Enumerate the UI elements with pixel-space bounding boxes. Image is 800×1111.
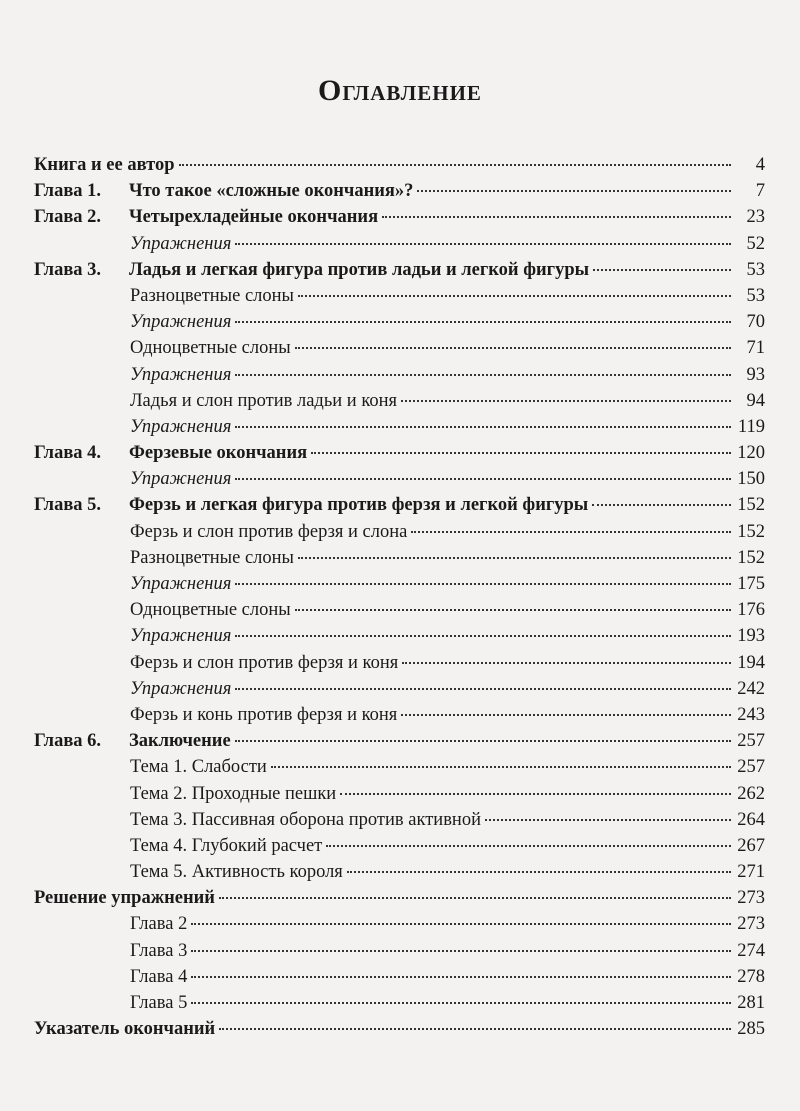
chapter-number: Глава 3. bbox=[34, 259, 102, 280]
page-number: 119 bbox=[737, 416, 765, 437]
toc-entry-label: Ферзевые окончания bbox=[129, 443, 308, 464]
page-number: 152 bbox=[737, 521, 765, 542]
chapter-number: Глава 1. bbox=[34, 181, 102, 202]
page-number: 23 bbox=[746, 207, 765, 228]
dot-leader bbox=[191, 923, 731, 925]
chapter-number: Глава 6. bbox=[34, 731, 102, 752]
page-number: 274 bbox=[737, 940, 765, 961]
toc-entry bbox=[34, 597, 765, 623]
page-number: 262 bbox=[737, 783, 765, 804]
dot-leader bbox=[271, 766, 731, 768]
dot-leader bbox=[417, 190, 731, 192]
page-number: 285 bbox=[737, 1019, 765, 1040]
chapter-number: Глава 5. bbox=[34, 495, 102, 516]
page-number: 53 bbox=[746, 285, 765, 306]
dot-leader bbox=[295, 347, 731, 349]
toc-entry-label: Упражнения bbox=[130, 574, 232, 594]
page-number: 7 bbox=[755, 181, 765, 202]
toc-entry-label: Глава 2 bbox=[130, 914, 188, 935]
toc-entry-title bbox=[34, 335, 291, 361]
toc-entry bbox=[34, 545, 765, 571]
toc-entry bbox=[34, 754, 765, 780]
toc-entry-title bbox=[34, 676, 231, 702]
toc-entry-title bbox=[34, 650, 398, 676]
dot-leader bbox=[235, 374, 731, 376]
dot-leader bbox=[191, 1002, 731, 1004]
dot-leader bbox=[219, 1028, 731, 1030]
dot-leader bbox=[235, 321, 731, 323]
page-number: 273 bbox=[737, 914, 765, 935]
toc-entry bbox=[34, 283, 765, 309]
toc-entry bbox=[34, 650, 765, 676]
toc-entry bbox=[34, 911, 765, 937]
toc-entry-label: Решение упражнений bbox=[34, 888, 215, 909]
page-number: 70 bbox=[746, 312, 765, 333]
toc-entry-label: Упражнения bbox=[130, 312, 232, 333]
toc-entry-label: Ферзь и конь против ферзя и коня bbox=[130, 704, 398, 725]
toc-entry bbox=[34, 859, 765, 885]
toc-entry-label: Упражнения bbox=[130, 364, 232, 385]
dot-leader bbox=[191, 976, 731, 978]
toc-entry bbox=[34, 676, 765, 702]
toc-entry-title bbox=[34, 440, 307, 466]
chapter-number: Глава 2. bbox=[34, 207, 102, 228]
toc-entry bbox=[34, 807, 765, 833]
page-number: 267 bbox=[737, 835, 765, 856]
toc-entry bbox=[34, 440, 765, 466]
toc-entry-title bbox=[34, 545, 294, 571]
toc-entry bbox=[34, 492, 765, 518]
toc-entry bbox=[34, 728, 765, 754]
toc-entry-label: Упражнения bbox=[130, 678, 232, 699]
toc-entry bbox=[34, 571, 765, 597]
page-number: 53 bbox=[746, 259, 765, 280]
page-number: 176 bbox=[737, 600, 765, 621]
toc-entry-title bbox=[34, 990, 187, 1016]
toc-entry-label: Четырехладейные окончания bbox=[129, 207, 379, 228]
toc-entry-title bbox=[34, 492, 588, 518]
page-number: 93 bbox=[746, 364, 765, 385]
toc-entry bbox=[34, 362, 765, 388]
dot-leader bbox=[593, 269, 731, 271]
page-number: 152 bbox=[737, 495, 765, 516]
toc-entry-label: Одноцветные слоны bbox=[130, 338, 291, 359]
dot-leader bbox=[235, 243, 731, 245]
dot-leader bbox=[382, 216, 731, 218]
toc-entry bbox=[34, 231, 765, 257]
toc-entry-label: Упражнения bbox=[130, 416, 232, 437]
toc-entry bbox=[34, 466, 765, 492]
toc-entry-title bbox=[34, 597, 291, 623]
toc-entry-title bbox=[34, 283, 294, 309]
toc-entry-label: Указатель окончаний bbox=[34, 1019, 216, 1040]
toc-entry-label: Книга и ее автор bbox=[34, 155, 175, 175]
dot-leader bbox=[402, 662, 731, 664]
page-number: 257 bbox=[737, 757, 765, 778]
dot-leader bbox=[191, 950, 731, 952]
dot-leader bbox=[311, 452, 731, 454]
dot-leader bbox=[411, 531, 731, 533]
toc-entry-title bbox=[34, 204, 378, 230]
toc-entry-label: Разноцветные слоны bbox=[130, 285, 294, 306]
toc-entry bbox=[34, 178, 765, 204]
dot-leader bbox=[401, 400, 731, 402]
dot-leader bbox=[485, 819, 731, 821]
toc-entry bbox=[34, 414, 765, 440]
page-number: 273 bbox=[737, 888, 765, 909]
dot-leader bbox=[179, 164, 731, 166]
page-number: 271 bbox=[737, 862, 765, 883]
toc-entry-label: Ладья и легкая фигура против ладьи и легкой фигуры bbox=[129, 259, 590, 280]
toc-entry-label: Разноцветные слоны bbox=[130, 547, 294, 568]
toc-entry-label: Что такое «сложные окончания»? bbox=[129, 181, 414, 202]
toc-entry-label: Одноцветные слоны bbox=[130, 600, 291, 621]
dot-leader bbox=[340, 793, 731, 795]
toc-entry-title bbox=[34, 519, 407, 545]
toc-entry-title bbox=[34, 885, 215, 911]
toc-entry bbox=[34, 990, 765, 1016]
page-title: Оглавление bbox=[318, 74, 482, 107]
page-number: 194 bbox=[737, 652, 765, 673]
toc-entry-label: Глава 3 bbox=[130, 940, 188, 961]
dot-leader bbox=[235, 688, 731, 690]
toc-entry bbox=[34, 1016, 765, 1042]
toc-entry-title bbox=[34, 702, 397, 728]
page-number: 52 bbox=[746, 233, 765, 254]
dot-leader bbox=[235, 426, 731, 428]
toc-entry bbox=[34, 964, 765, 990]
toc-entry-label: Упражнения bbox=[130, 469, 232, 490]
toc-entry-title bbox=[34, 309, 231, 335]
toc-entry-title bbox=[34, 152, 175, 178]
toc-entry-title bbox=[34, 466, 231, 492]
dot-leader bbox=[326, 845, 731, 847]
toc-entry bbox=[34, 204, 765, 230]
table-of-contents bbox=[34, 152, 765, 1042]
toc-entry bbox=[34, 885, 765, 911]
dot-leader bbox=[401, 714, 731, 716]
page-number: 281 bbox=[737, 993, 765, 1013]
page-number: 243 bbox=[737, 704, 765, 725]
toc-entry-label: Ферзь и легкая фигура против ферзя и легкой фигуры bbox=[129, 495, 589, 516]
dot-leader bbox=[235, 740, 731, 742]
toc-entry-title bbox=[34, 781, 336, 807]
toc-entry-label: Тема 1. Слабости bbox=[130, 757, 267, 778]
chapter-number: Глава 4. bbox=[34, 443, 102, 464]
toc-entry-title bbox=[34, 938, 187, 964]
page-number: 193 bbox=[737, 626, 765, 647]
toc-entry-label: Глава 4 bbox=[130, 966, 188, 987]
toc-entry-label: Глава 5 bbox=[130, 993, 188, 1013]
page-number: 257 bbox=[737, 731, 765, 752]
toc-entry bbox=[34, 781, 765, 807]
toc-entry bbox=[34, 257, 765, 283]
toc-entry-title bbox=[34, 231, 231, 257]
page-number: 264 bbox=[737, 809, 765, 830]
toc-entry-title bbox=[34, 414, 231, 440]
toc-entry-title bbox=[34, 754, 267, 780]
toc-entry bbox=[34, 702, 765, 728]
toc-entry-label: Ладья и слон против ладьи и коня bbox=[130, 390, 398, 411]
toc-entry-title bbox=[34, 623, 231, 649]
toc-entry-title bbox=[34, 178, 413, 204]
page-number: 94 bbox=[746, 390, 765, 411]
page-number: 150 bbox=[737, 469, 765, 490]
toc-entry-title bbox=[34, 911, 187, 937]
toc-entry-label: Тема 5. Активность короля bbox=[130, 862, 343, 883]
toc-entry-title bbox=[34, 833, 322, 859]
page-number: 278 bbox=[737, 966, 765, 987]
toc-entry-label: Ферзь и слон против ферзя и слона bbox=[130, 521, 408, 542]
toc-entry-title bbox=[34, 362, 231, 388]
dot-leader bbox=[298, 295, 731, 297]
toc-entry-label: Тема 4. Глубокий расчет bbox=[130, 835, 323, 856]
toc-entry bbox=[34, 309, 765, 335]
dot-leader bbox=[235, 478, 731, 480]
toc-entry-label: Упражнения bbox=[130, 626, 232, 647]
page-number: 71 bbox=[746, 338, 765, 359]
page-number: 4 bbox=[755, 155, 765, 175]
page-number: 120 bbox=[737, 443, 765, 464]
dot-leader bbox=[235, 583, 731, 585]
toc-entry bbox=[34, 335, 765, 361]
toc-entry-label: Тема 3. Пассивная оборона против активной bbox=[130, 809, 481, 830]
toc-entry-title bbox=[34, 859, 343, 885]
toc-entry-title bbox=[34, 571, 231, 597]
toc-entry-title bbox=[34, 807, 481, 833]
toc-entry bbox=[34, 519, 765, 545]
dot-leader bbox=[219, 897, 731, 899]
dot-leader bbox=[295, 609, 731, 611]
toc-entry bbox=[34, 388, 765, 414]
dot-leader bbox=[298, 557, 731, 559]
toc-entry-title bbox=[34, 964, 187, 990]
toc-entry-label: Тема 2. Проходные пешки bbox=[130, 783, 337, 804]
toc-entry-title bbox=[34, 257, 589, 283]
page-number: 152 bbox=[737, 547, 765, 568]
page-number: 175 bbox=[737, 574, 765, 594]
page-number: 242 bbox=[737, 678, 765, 699]
toc-entry-title bbox=[34, 388, 397, 414]
toc-entry bbox=[34, 152, 765, 178]
toc-entry bbox=[34, 833, 765, 859]
toc-entry-label: Упражнения bbox=[130, 233, 232, 254]
dot-leader bbox=[592, 504, 731, 506]
toc-entry-title bbox=[34, 728, 231, 754]
toc-entry bbox=[34, 623, 765, 649]
toc-entry-label: Заключение bbox=[129, 731, 231, 752]
dot-leader bbox=[347, 871, 731, 873]
toc-entry bbox=[34, 938, 765, 964]
dot-leader bbox=[235, 635, 731, 637]
toc-entry-title bbox=[34, 1016, 215, 1042]
toc-entry-label: Ферзь и слон против ферзя и коня bbox=[130, 652, 399, 673]
